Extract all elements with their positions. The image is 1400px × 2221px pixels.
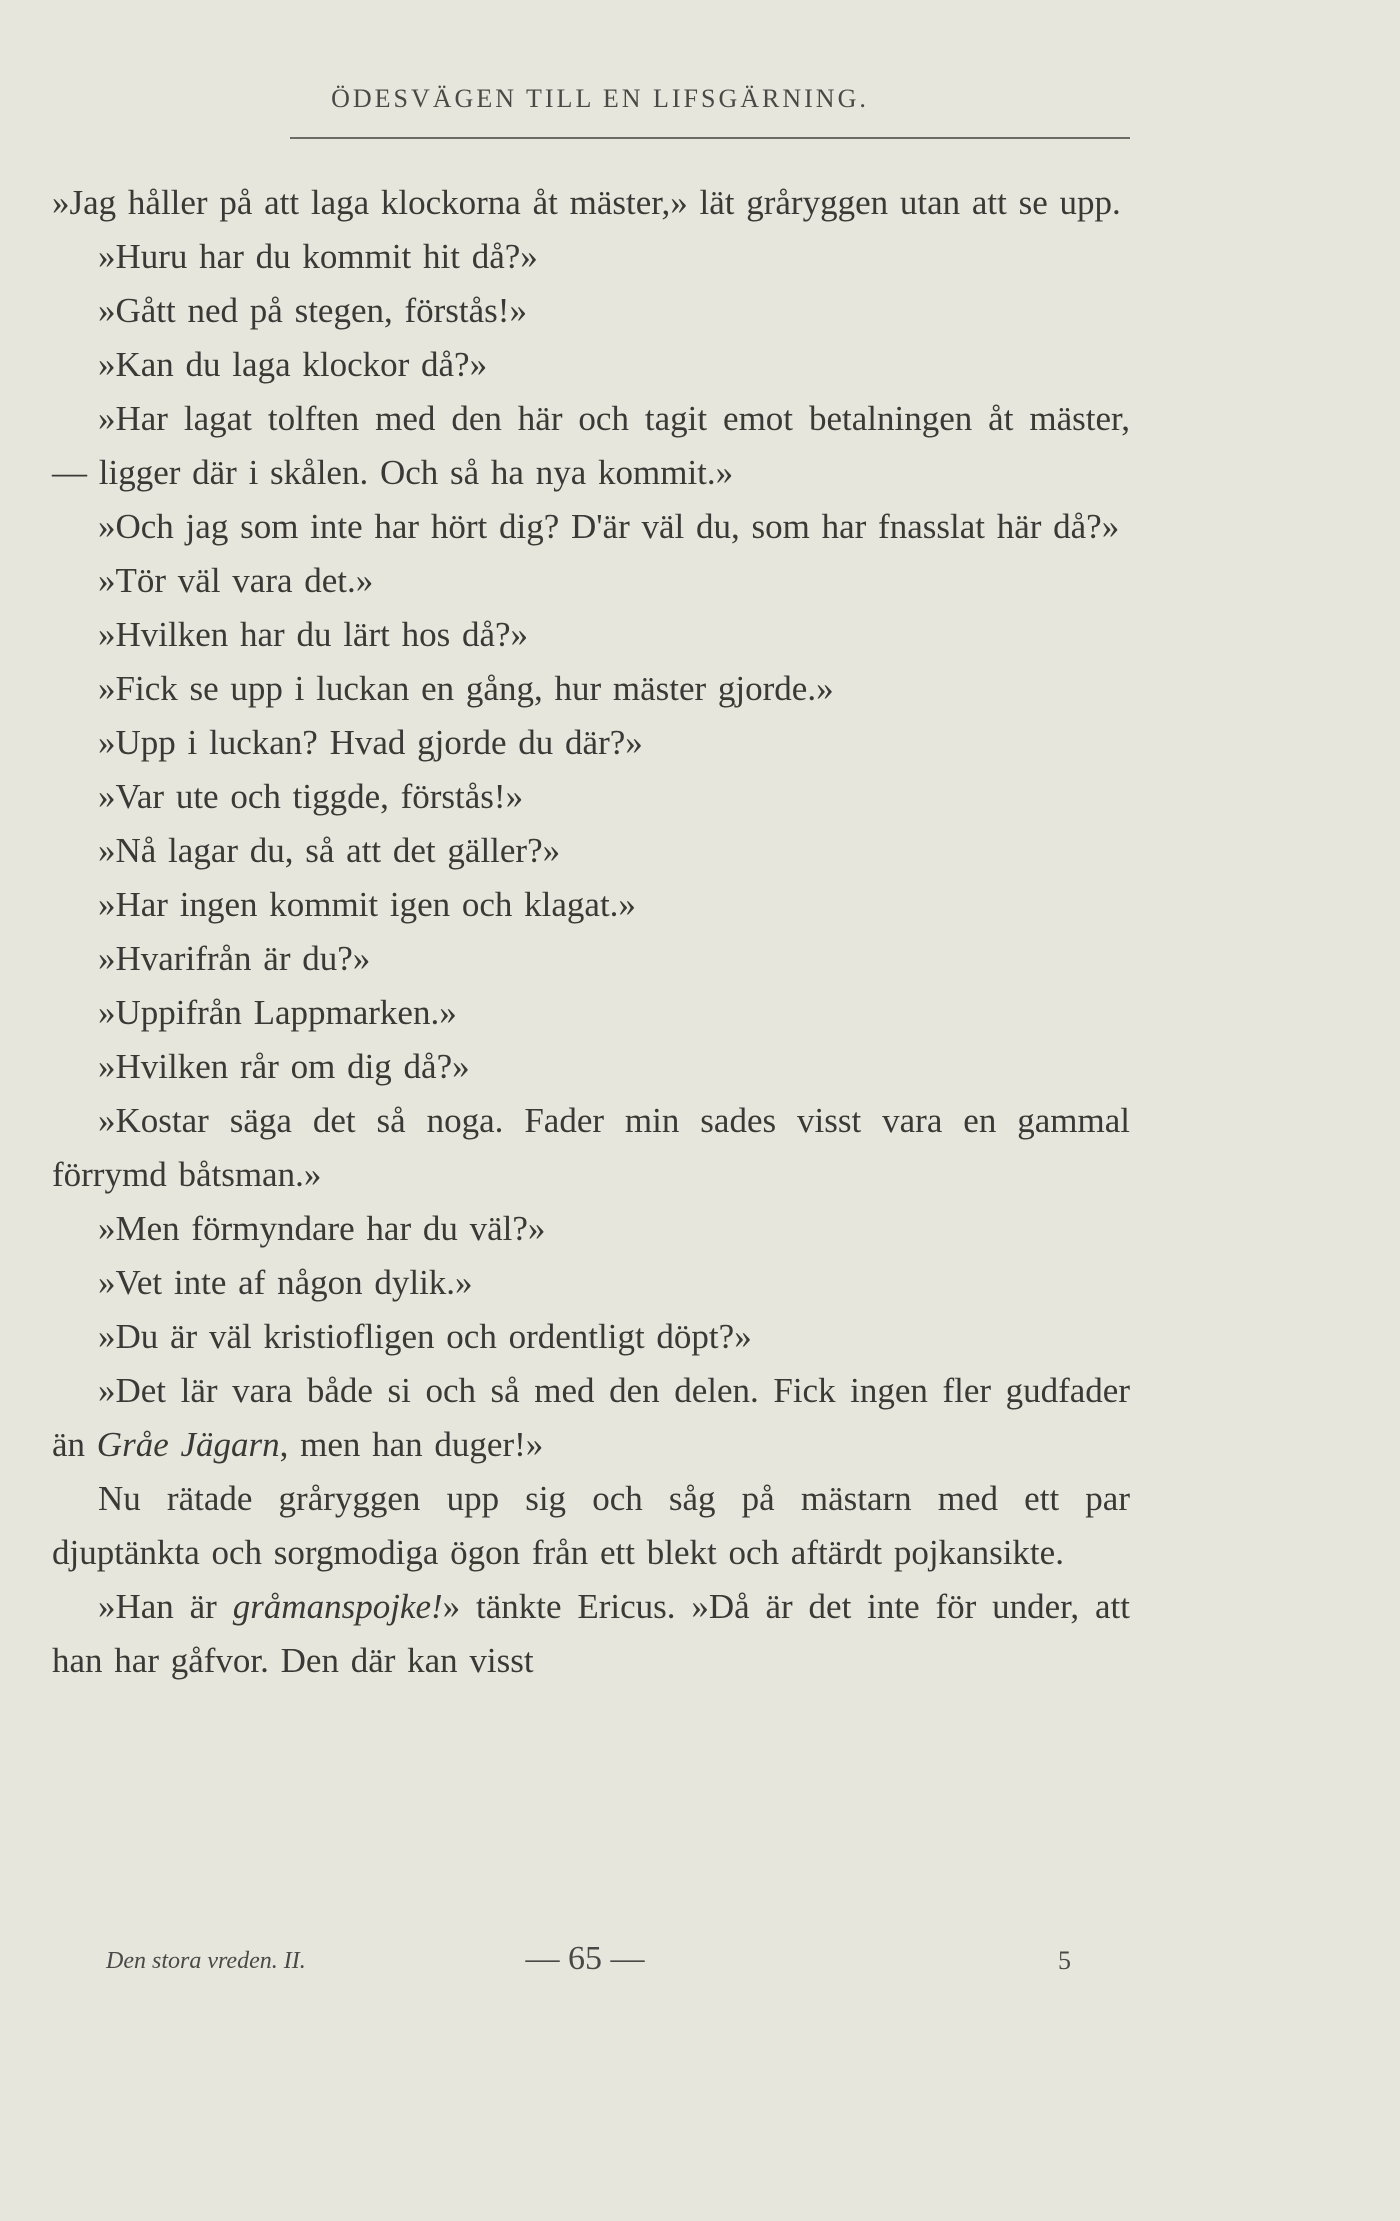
paragraph: »Fick se upp i luckan en gång, hur mäster gjorde.»: [98, 669, 834, 708]
text-run: »Han är: [98, 1587, 233, 1626]
paragraph: »Har ingen kommit igen och klagat.»: [98, 885, 636, 924]
paragraph: »Huru har du kommit hit då?»: [98, 237, 538, 276]
paragraph: »Har lagat tolften med den här och tagit emot betalningen åt mäster, — ligger där i skålen. Och så ha nya kommit.»: [52, 399, 1130, 492]
paragraph: »Var ute och tiggde, förstås!»: [98, 777, 524, 816]
page-number: — 65 —: [525, 1940, 645, 1977]
paragraph: »Tör väl vara det.»: [98, 561, 374, 600]
paragraph-godfather: [52, 1364, 1130, 1472]
paragraph: »Hvarifrån är du?»: [98, 939, 371, 978]
signature-mark: 5: [1058, 1946, 1071, 1975]
paragraph: »Uppifrån Lappmarken.»: [98, 993, 457, 1032]
paragraph: »Nå lagar du, så att det gäller?»: [98, 831, 561, 870]
running-header: ÖDESVÄGEN TILL EN LIFSGÄRNING.: [331, 84, 869, 113]
paragraph: »Men förmyndare har du väl?»: [98, 1209, 546, 1248]
header-rule: [290, 137, 1130, 139]
text-run: »Det lär vara både si och så med den delen. Fick ingen fler gudfader än: [52, 1371, 1130, 1464]
text-run: » tänkte Ericus. »Då är det inte för under, att han har gåfvor. Den där kan visst: [52, 1587, 1130, 1680]
paragraph: »Jag håller på att laga klockorna åt mäster,» lät gråryggen utan att se upp.: [52, 183, 1121, 222]
text-run: , men han duger!»: [279, 1425, 544, 1464]
paragraph: »Kostar säga det så noga. Fader min sades visst vara en gammal förrymd båtsman.»: [52, 1101, 1130, 1194]
body-text: [52, 176, 1130, 1688]
paragraph-final: [52, 1580, 1130, 1688]
paragraph: »Gått ned på stegen, förstås!»: [98, 291, 527, 330]
paragraph: »Hvilken har du lärt hos då?»: [98, 615, 529, 654]
paragraph-narration: Nu rätade gråryggen upp sig och såg på mästarn med ett par djuptänkta och sorgmodiga ögon från ett blekt och aftärdt pojkansikte.: [52, 1479, 1130, 1572]
paragraph: »Vet inte af någon dylik.»: [98, 1263, 473, 1302]
paragraph: »Kan du laga klockor då?»: [98, 345, 488, 384]
paragraph: »Du är väl kristiofligen och ordentligt döpt?»: [98, 1317, 752, 1356]
paragraph: »Upp i luckan? Hvad gjorde du där?»: [98, 723, 643, 762]
page-footer: [0, 1940, 1400, 1980]
emphasis-name: Gråe Jägarn: [96, 1425, 280, 1464]
paragraph: »Hvilken rår om dig då?»: [98, 1047, 470, 1086]
paragraph: »Och jag som inte har hört dig? D'är väl du, som har fnasslat här då?»: [98, 507, 1120, 546]
emphasis-word: gråmanspojke!: [232, 1587, 443, 1626]
footer-book-title: Den stora vreden. II.: [106, 1948, 306, 1974]
